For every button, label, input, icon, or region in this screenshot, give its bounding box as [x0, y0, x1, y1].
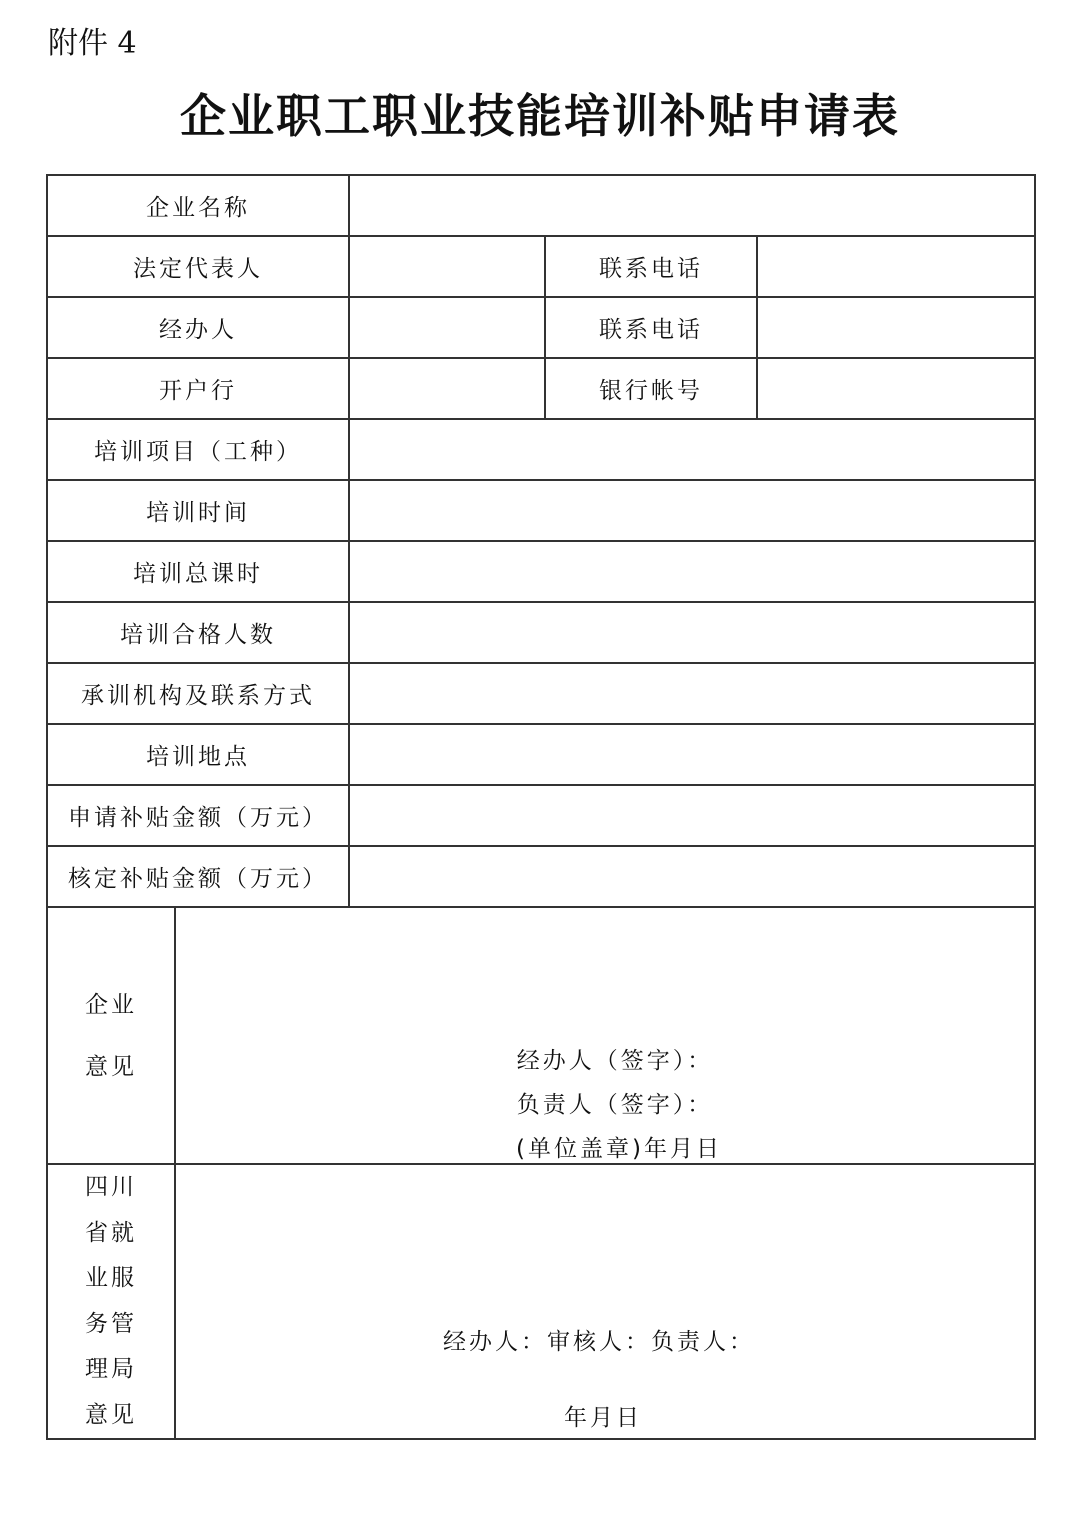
- bureau-opinion-label: [47, 1164, 175, 1439]
- form-row-company-name: [47, 175, 1035, 236]
- company-opinion-label-line: 企业: [85, 991, 137, 1018]
- company-handler-signature: 经办人（签字）：: [516, 1048, 714, 1074]
- company-opinion-label-line: 意见: [85, 1053, 137, 1080]
- bureau-opinion-field[interactable]: [175, 1164, 1035, 1439]
- form-row-handler: [47, 297, 1035, 358]
- label-bank: 开户行: [47, 358, 349, 419]
- field-time[interactable]: [349, 480, 1035, 541]
- company-opinion-field[interactable]: [175, 907, 1035, 1164]
- form-row-time: [47, 480, 1035, 541]
- field-phone-legal-rep[interactable]: [757, 236, 1035, 297]
- label-qualified: 培训合格人数: [47, 602, 349, 663]
- field-location[interactable]: [349, 724, 1035, 785]
- application-form: [46, 174, 1036, 1440]
- form-row-project: [47, 419, 1035, 480]
- bureau-opinion-label-line: 意见: [85, 1401, 137, 1428]
- label-phone-handler: 联系电话: [545, 297, 757, 358]
- field-hours[interactable]: [349, 541, 1035, 602]
- label-account: 银行帐号: [545, 358, 757, 419]
- bureau-date: 年月日: [564, 1405, 643, 1431]
- bureau-opinion-label-line: 省就: [85, 1219, 137, 1246]
- page-title: 企业职工职业技能培训补贴申请表: [180, 89, 900, 143]
- field-handler[interactable]: [349, 297, 545, 358]
- field-account[interactable]: [757, 358, 1035, 419]
- company-opinion-label: [47, 907, 175, 1164]
- form-row-qualified: [47, 602, 1035, 663]
- attachment-label: 附件 4: [48, 26, 137, 61]
- label-hours: 培训总课时: [47, 541, 349, 602]
- form-row-bureau-opinion: [47, 1164, 1035, 1439]
- field-phone-handler[interactable]: [757, 297, 1035, 358]
- bureau-opinion-label-text: [85, 1165, 137, 1438]
- label-handler: 经办人: [47, 297, 349, 358]
- form-row-hours: [47, 541, 1035, 602]
- company-seal-date: (单位盖章)年月日: [516, 1136, 722, 1162]
- field-project[interactable]: [349, 419, 1035, 480]
- field-legal-rep[interactable]: [349, 236, 545, 297]
- label-project: 培训项目（工种）: [47, 419, 349, 480]
- bureau-opinion-label-line: 务管: [85, 1310, 137, 1337]
- field-qualified[interactable]: [349, 602, 1035, 663]
- field-company-name[interactable]: [349, 175, 1035, 236]
- form-row-approved-amount: [47, 846, 1035, 907]
- form-row-location: [47, 724, 1035, 785]
- label-company-name: 企业名称: [47, 175, 349, 236]
- form-row-institution: [47, 663, 1035, 724]
- form-row-legal-rep: [47, 236, 1035, 297]
- field-bank[interactable]: [349, 358, 545, 419]
- bureau-signers: 经办人：审核人：负责人：: [443, 1329, 756, 1355]
- label-approved-amount: 核定补贴金额（万元）: [47, 846, 349, 907]
- label-legal-rep: 法定代表人: [47, 236, 349, 297]
- label-phone-legal-rep: 联系电话: [545, 236, 757, 297]
- label-time: 培训时间: [47, 480, 349, 541]
- company-opinion-label-text: [85, 974, 137, 1098]
- bureau-opinion-label-line: 四川: [85, 1174, 137, 1200]
- label-applied-amount: 申请补贴金额（万元）: [47, 785, 349, 846]
- bureau-opinion-label-line: 业服: [85, 1265, 137, 1291]
- field-applied-amount[interactable]: [349, 785, 1035, 846]
- form-row-company-opinion: [47, 907, 1035, 1164]
- form-row-bank: [47, 358, 1035, 419]
- field-institution[interactable]: [349, 663, 1035, 724]
- bureau-opinion-label-line: 理局: [85, 1356, 137, 1382]
- form-row-applied-amount: [47, 785, 1035, 846]
- field-approved-amount[interactable]: [349, 846, 1035, 907]
- label-location: 培训地点: [47, 724, 349, 785]
- label-institution: 承训机构及联系方式: [47, 663, 349, 724]
- company-leader-signature: 负责人（签字）：: [516, 1092, 714, 1118]
